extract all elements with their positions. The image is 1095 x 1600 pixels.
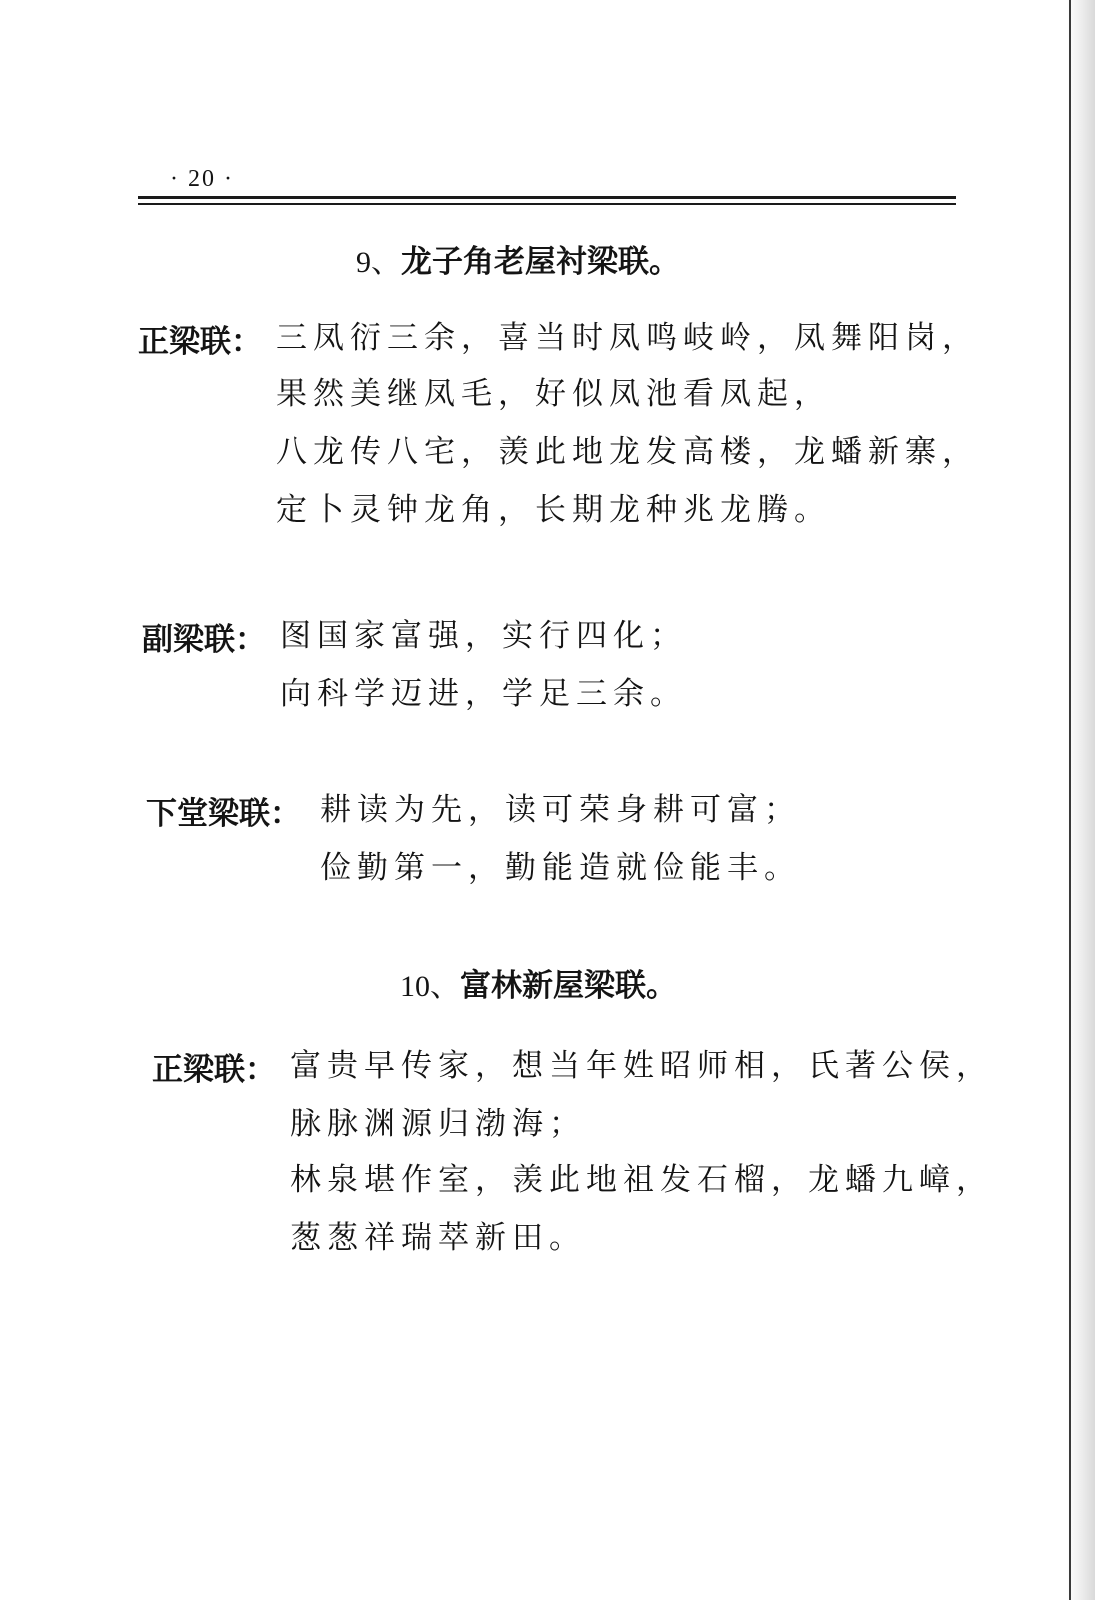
scan-edge-line	[1069, 0, 1071, 1600]
couplet-line: 向科学迈进，学足三余。	[280, 676, 687, 712]
couplet-line: 俭勤第一，勤能造就俭能丰。	[320, 850, 801, 886]
couplet-line: 三凤衍三余，喜当时凤鸣岐岭，凤舞阳岗，	[276, 320, 979, 356]
couplet-line: 林泉堪作室，羡此地祖发石榴，龙蟠九嶂，	[290, 1162, 993, 1198]
couplet-line: 果然美继凤毛，好似凤池看凤起，	[276, 376, 831, 412]
couplet-line: 图国家富强，实行四化；	[280, 618, 687, 654]
couplet-label: 副梁联：	[142, 622, 266, 658]
couplet-label: 正梁联：	[138, 324, 262, 360]
section-title: 龙子角老屋衬梁联。	[401, 244, 680, 280]
header-rule-thin	[138, 203, 956, 205]
couplet-line: 葱葱祥瑞萃新田。	[290, 1220, 586, 1256]
couplet-line: 定卜灵钟龙角，长期龙种兆龙腾。	[276, 492, 831, 528]
section-title: 富林新屋梁联。	[460, 968, 677, 1004]
couplet-line: 耕读为先，读可荣身耕可富；	[320, 792, 801, 828]
section-number: 10、	[400, 970, 460, 1003]
couplet-line: 八龙传八宅，羡此地龙发高楼，龙蟠新寨，	[276, 434, 979, 470]
couplet-label: 正梁联：	[152, 1052, 276, 1088]
page-number: · 20 ·	[170, 166, 234, 192]
section-heading	[356, 236, 680, 281]
couplet-line: 脉脉渊源归渤海；	[290, 1106, 586, 1142]
section-number: 9、	[356, 246, 401, 279]
scan-edge-shadow	[1067, 0, 1095, 1600]
couplet-line: 富贵早传家，想当年姓昭师相，氏著公侯，	[290, 1048, 993, 1084]
couplet-label: 下堂梁联：	[146, 796, 301, 832]
section-heading	[400, 960, 677, 1005]
header-rule-thick	[138, 196, 956, 199]
